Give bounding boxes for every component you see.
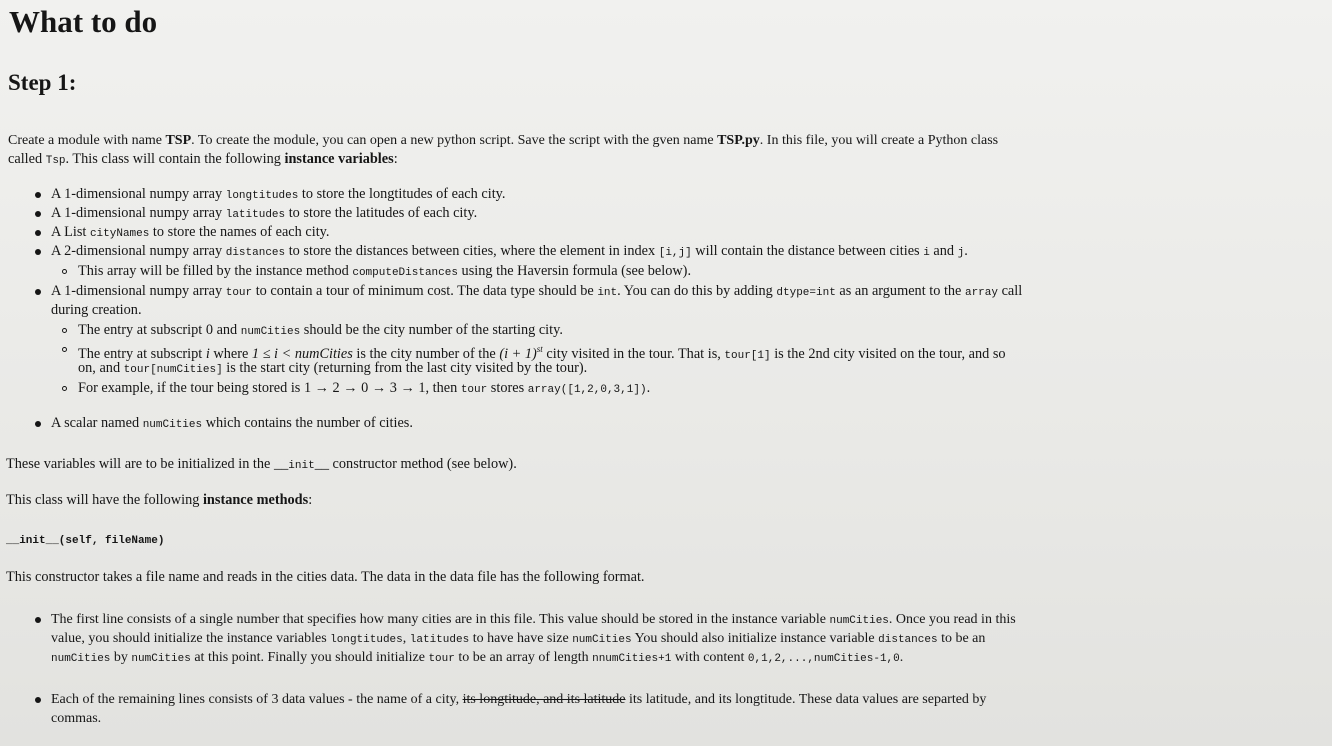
class-name-code: Tsp bbox=[45, 155, 66, 167]
bullet-icon bbox=[35, 211, 41, 217]
sub-bullet-icon bbox=[62, 328, 67, 333]
var-tour: A 1-dimensional numpy array tour to contain a tour of minimum cost. The data type should be int. You can do this by adding dtype=int as an argument to the array call bbox=[51, 283, 1023, 299]
sub-bullet-icon bbox=[62, 386, 67, 391]
init-signature: __init__(self, fileName) bbox=[6, 535, 165, 547]
sub-bullet-icon bbox=[62, 347, 67, 352]
bullet-icon bbox=[35, 230, 41, 236]
methods-intro: This class will have the following instance methods: bbox=[6, 492, 313, 508]
tour-start-note: The entry at subscript 0 and numCities should be the city number of the starting city. bbox=[78, 322, 563, 338]
bullet-icon bbox=[35, 249, 41, 255]
bullet-icon bbox=[35, 192, 41, 198]
format-remaining-lines: Each of the remaining lines consists of 3 data values - the name of a city, its longtitude, and its latitude its latitude, and its longtitude. These data values are separted by bbox=[51, 692, 987, 707]
tour-example-note: For example, if the tour being stored is 1 → 2 → 0 → 3 → 1, then tour stores array([1,2,0,3,1]). bbox=[78, 380, 651, 396]
var-distances: A 2-dimensional numpy array distances to store the distances between cities, where the element in index [i,j] will contain the distance between cities i and j. bbox=[51, 243, 968, 259]
var-numcities: A scalar named numCities which contains the number of cities. bbox=[51, 415, 413, 431]
bullet-icon bbox=[35, 421, 41, 427]
var-distances-note: This array will be filled by the instance method computeDistances using the Haversin formula (see below). bbox=[78, 263, 692, 279]
bullet-icon bbox=[35, 289, 41, 295]
var-citynames: A List cityNames to store the names of each city. bbox=[51, 224, 330, 240]
var-tour-cont: during creation. bbox=[51, 302, 142, 318]
init-note: These variables will are to be initialized in the __init__ constructor method (see below). bbox=[6, 456, 517, 472]
tour-subscript-note-cont: on, and tour[numCities] is the start city (returning from the last city visited by the tour). bbox=[78, 360, 588, 376]
page-heading: What to do bbox=[9, 4, 158, 39]
var-longtitudes: A 1-dimensional numpy array longtitudes to store the longtitudes of each city. bbox=[51, 186, 506, 202]
step-heading: Step 1: bbox=[8, 70, 77, 95]
var-latitudes: A 1-dimensional numpy array latitudes to store the latitudes of each city. bbox=[51, 205, 478, 221]
format-first-line: The first line consists of a single number that specifies how many cities are in this file. This value should be stored in the instance variable numCities. Once you read in this bbox=[51, 612, 1016, 627]
struck-text: its longtitude, and its latitude bbox=[462, 692, 626, 707]
bullet-icon bbox=[35, 617, 41, 623]
format-remaining-lines-cont: commas. bbox=[51, 711, 102, 726]
tour-subscript-note: The entry at subscript i where 1 ≤ i < numCities is the city number of the $(i + 1)^{st}$ city visited in the tour. That is, tour[1] is the 2nd city visited on the tour, and so bbox=[78, 344, 1006, 362]
format-first-line-cont-1: value, you should initialize the instance variables longtitudes, latitudes to have have size numCities You should also initialize instance variable distances to be an bbox=[51, 631, 986, 646]
bullet-icon bbox=[35, 697, 41, 703]
intro-line-2: called Tsp. This class will contain the following instance variables: bbox=[8, 151, 398, 167]
sub-bullet-icon bbox=[62, 269, 67, 274]
intro-line-1: Create a module with name TSP. To create the module, you can open a new python script. Save the script with the gven name TSP.py. In this file, you will create a Python class bbox=[8, 133, 999, 148]
constructor-description: This constructor takes a file name and reads in the cities data. The data in the data file has the following format. bbox=[6, 569, 645, 585]
format-first-line-cont-2: numCities by numCities at this point. Finally you should initialize tour to be an array of length nnumCities+1 with content 0,1,2,...,numCities-1,0. bbox=[51, 650, 904, 665]
